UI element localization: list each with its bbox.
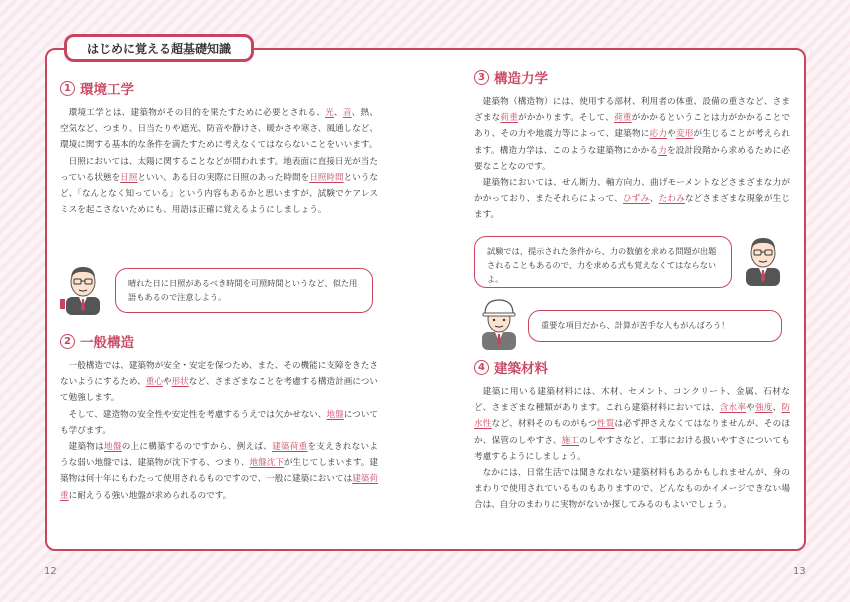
highlight-term: 性質 <box>596 419 615 430</box>
highlight-term: 荷重 <box>500 113 519 124</box>
section-2 <box>60 331 378 504</box>
section-2-title: 一般構造 <box>80 335 134 351</box>
text-run: や <box>667 129 676 140</box>
highlight-term: 応力 <box>649 129 668 140</box>
highlight-term: 荷重 <box>614 113 632 124</box>
section-1-para-1 <box>60 105 378 154</box>
text-run: 一般構造では、建築物が安全・安定を保つため、また、その機能に支障をきたさないようにするため、 <box>60 361 378 388</box>
section-3-heading <box>474 67 790 87</box>
text-run: 、 <box>772 403 782 414</box>
highlight-term: 地盤 <box>326 409 344 420</box>
text-run: そして、建造物の安全性や安定性を考慮するうえでは欠かせない、 <box>68 409 327 420</box>
chapter-title: はじめに覚える超基礎知識 <box>87 41 232 56</box>
text-run: 建築物（構造物）には、使用する部材、利用者の体重、設備の重さなど、さまざまな <box>474 97 790 124</box>
text-run: 建築物は <box>68 442 104 453</box>
text-run: や <box>162 377 172 388</box>
section-4-para-1 <box>474 384 790 465</box>
section-1-heading <box>60 78 378 98</box>
text-run: が生じてしまいます。建築物は何十年にもわたって使用されるものですので、一般に建築においては <box>60 458 378 485</box>
section-2-para-2 <box>60 407 378 439</box>
section-2-para-1 <box>60 358 378 407</box>
highlight-term: 音 <box>342 108 352 118</box>
highlight-term: 変形 <box>675 129 694 140</box>
tip-bubble-2-text: 試験では、提示された条件から、力の数値を求める問題が出題されることもあるので、力を求める式も覚えなくてはならないよ。 <box>487 246 717 284</box>
teacher-glasses-icon <box>60 263 106 315</box>
tip-bubble-1-text: 晴れた日に日照があるべき時間を可照時間というなど、似た用語もあるので注意しよう。 <box>128 278 358 302</box>
section-1 <box>60 78 378 218</box>
highlight-term: 日照 <box>120 172 138 183</box>
section-2-number: 2 <box>60 334 75 349</box>
text-run: といい、ある日の実際に日照のあった時間を <box>137 172 310 183</box>
section-3 <box>474 67 790 224</box>
tip-bubble-3 <box>528 310 782 342</box>
worker-helmet-icon <box>476 296 522 350</box>
text-run: など、材料そのものがもつ <box>491 419 597 430</box>
section-4-title: 建築材料 <box>494 361 548 377</box>
text-run: についても学びます。 <box>60 409 378 436</box>
text-run: 、熱、空気など、つまり、日当たりや遮光、防音や静けさ、暖かさや寒さ、風通しなど、環境に関する基本的な条件を満たすために考えなくてはならないことをいいます。 <box>60 108 378 151</box>
teacher-glasses-icon <box>740 234 786 286</box>
highlight-term: 防水性 <box>474 403 790 430</box>
section-1-number: 1 <box>60 81 75 96</box>
highlight-term: 形状 <box>171 377 189 388</box>
highlight-term: 施工 <box>561 435 580 446</box>
section-2-heading <box>60 331 378 351</box>
text-run: などさまざまな現象が生じます。 <box>474 194 790 221</box>
page-number-left: 12 <box>44 566 57 577</box>
section-4 <box>474 357 790 514</box>
text-run: に耐えうる強い地盤が求められるのです。 <box>68 490 232 501</box>
section-4-para-2 <box>474 465 790 514</box>
text-run: 建築に用いる建築材料には、木材、セメント、コンクリート、金属、石材など、さまざまな種類があります。これら建築材料においては、 <box>474 387 790 414</box>
text-run: 、 <box>649 194 659 205</box>
section-3-title: 構造力学 <box>494 71 548 87</box>
text-run: というなど、「なんとなく知っている」という内容もあるかと思いますが、試験でケアレスミスを起こさないためにも、用語は正確に覚えるようにしましょう。 <box>60 172 378 216</box>
section-2-para-3 <box>60 439 378 504</box>
section-3-para-1 <box>474 94 790 175</box>
highlight-term: 建築荷重 <box>60 474 378 501</box>
highlight-term: 強度 <box>754 403 773 414</box>
section-4-number: 4 <box>474 360 489 375</box>
highlight-term: 日照時間 <box>309 172 344 183</box>
highlight-term: たわみ <box>658 194 685 205</box>
highlight-term: ひずみ <box>622 194 650 205</box>
highlight-term: 地盤沈下 <box>249 458 284 469</box>
text-run: 日照においては、太陽に関することなどが問われます。地表面に直接日光が当たっている状態を <box>60 156 378 183</box>
section-4-heading <box>474 357 790 377</box>
highlight-term: 含水率 <box>719 403 747 414</box>
page-number-right: 13 <box>793 566 806 577</box>
text-run: 、 <box>333 108 343 118</box>
highlight-term: 光 <box>325 108 334 118</box>
text-run: の上に構築するのですから、例えば、 <box>121 442 273 453</box>
text-run: なかには、日常生活では聞きなれない建築材料もあるかもしれませんが、身のまわりで使用されているものもありますので、どんなものかイメージできない場合は、自分のまわりに実物がないか探してみるのもよいでしょう。 <box>474 468 790 511</box>
text-run: がかかるということは力がかかることであり、その力や地震力等によって、建築物に <box>474 113 790 140</box>
section-3-number: 3 <box>474 70 489 85</box>
text-run: は必ず押さえなくてはなりませんが、そのほか、保管のしやすさ、 <box>474 419 790 446</box>
highlight-term: 力 <box>658 145 667 156</box>
section-1-para-2 <box>60 154 378 219</box>
tip-bubble-2 <box>474 236 732 288</box>
text-run: を支えきれないような弱い地盤では、建築物が沈下する、つまり、 <box>60 442 378 469</box>
text-run: や <box>746 403 755 414</box>
text-run: が生じることが考えられます。構造力学は、このような建築物にかかる <box>474 129 790 156</box>
chapter-title-tab <box>64 34 254 62</box>
section-1-title: 環境工学 <box>80 82 134 98</box>
text-run: がかかります。そして、 <box>518 113 615 124</box>
tip-bubble-1 <box>115 268 373 313</box>
text-run: など、さまざまなことを考慮する構造計画について勉強します。 <box>60 377 378 404</box>
tip-bubble-3-text: 重要な項目だから、計算が苦手な人もがんばろう！ <box>541 320 730 330</box>
text-run: 建築物においては、せん断力、軸方向力、曲げモーメントなどさまざまな力がかかっており、またそれらによって、 <box>474 178 790 205</box>
text-run: のしやすさなど、工事における扱いやすさについても考慮するようにしましょう。 <box>474 435 790 462</box>
text-run: を設計段階から求めるために必要なことなのです。 <box>474 145 790 172</box>
text-run: 環境工学とは、建築物がその目的を果たすために必要とされる、 <box>68 108 326 118</box>
highlight-term: 地盤 <box>103 442 122 453</box>
highlight-term: 建築荷重 <box>272 442 308 453</box>
highlight-term: 重心 <box>145 377 163 388</box>
section-3-para-2 <box>474 175 790 224</box>
